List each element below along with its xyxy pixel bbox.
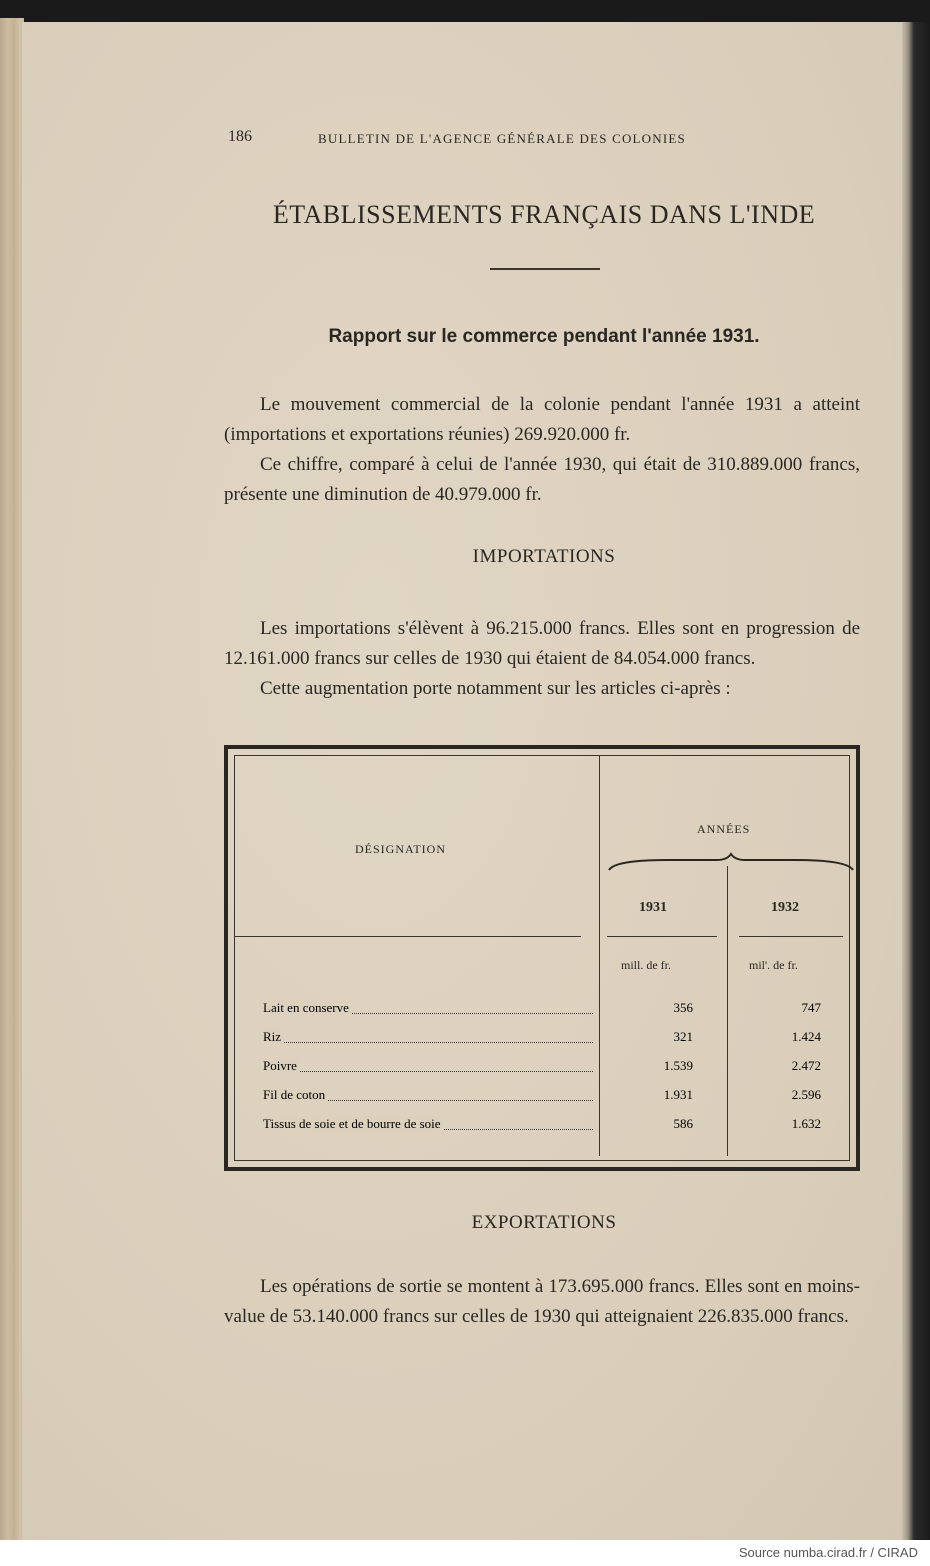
binding-shadow — [902, 22, 930, 1540]
year-column-divider — [727, 866, 728, 1156]
table-row-label: Fil de coton — [263, 1087, 593, 1105]
unit-1932: mil'. de fr. — [749, 958, 798, 972]
column-divider — [599, 756, 600, 1156]
table-cell-1932: 1.424 — [791, 1029, 821, 1044]
table-cell-1931: 586 — [673, 1116, 693, 1131]
years-header: ANNÉES — [697, 822, 751, 836]
page-title: ÉTABLISSEMENTS FRANÇAIS DANS L'INDE — [272, 200, 816, 229]
page-number: 186 — [228, 128, 252, 145]
importations-paragraph-1: Les importations s'élèvent à 96.215.000 francs. Elles sont en progression de 12.161.000 francs sur celles de 1930 qui étaient de 84.054.000 francs. — [224, 618, 860, 669]
title-divider — [490, 268, 600, 270]
intro-paragraph-1: Le mouvement commercial de la colonie pendant l'année 1931 a atteint (importations et exportations réunies) 269.920.000 fr. — [224, 394, 860, 445]
table-row-label: Lait en conserve — [263, 1000, 593, 1018]
exportations-paragraph-1: Les opérations de sortie se montent à 173.695.000 francs. Elles sont en moins-value de 53.140.000 francs sur celles de 1930 qui atteignaient 226.835.000 francs. — [224, 1276, 860, 1327]
header-rule-1931 — [607, 936, 717, 937]
table-cell-1931: 1.539 — [663, 1058, 693, 1073]
importations-paragraph-2: Cette augmentation porte notamment sur les articles ci-après : — [260, 678, 731, 699]
intro-paragraph-2: Ce chiffre, comparé à celui de l'année 1930, qui était de 310.889.000 francs, présente une diminution de 40.979.000 fr. — [224, 454, 860, 505]
year-1931-header: 1931 — [639, 900, 667, 915]
unit-1931: mill. de fr. — [621, 958, 671, 972]
table-cell-1931: 1.931 — [663, 1087, 693, 1102]
importations-heading: IMPORTATIONS — [472, 546, 616, 567]
imports-table — [224, 745, 860, 1171]
year-1932-header: 1932 — [771, 900, 799, 915]
intro-text — [224, 390, 860, 510]
table-cell-1932: 1.632 — [791, 1116, 821, 1131]
table-row-label: Riz — [263, 1029, 593, 1047]
table-cell-1931: 356 — [673, 1000, 693, 1015]
running-head — [228, 128, 768, 152]
table-inner-frame — [234, 755, 850, 1161]
designation-header: DÉSIGNATION — [355, 842, 446, 856]
exportations-text — [224, 1272, 860, 1332]
exportations-heading: EXPORTATIONS — [471, 1212, 617, 1233]
page-stack-edge — [0, 18, 24, 1540]
table-row-label: Poivre — [263, 1058, 593, 1076]
report-subtitle: Rapport sur le commerce pendant l'année 1931. — [328, 326, 760, 347]
table-cell-1932: 747 — [801, 1000, 821, 1015]
table-cell-1932: 2.596 — [791, 1087, 821, 1102]
table-cell-1932: 2.472 — [791, 1058, 821, 1073]
running-title: BULLETIN DE L'AGENCE GÉNÉRALE DES COLONIES — [318, 131, 686, 146]
table-row-label: Tissus de soie et de bourre de soie — [263, 1116, 593, 1134]
table-cell-1931: 321 — [673, 1029, 693, 1044]
header-rule-1932 — [739, 936, 843, 937]
source-credit: Source numba.cirad.fr / CIRAD — [738, 1545, 918, 1560]
years-brace — [607, 852, 855, 874]
header-rule-designation — [235, 936, 581, 937]
importations-text — [224, 614, 860, 704]
